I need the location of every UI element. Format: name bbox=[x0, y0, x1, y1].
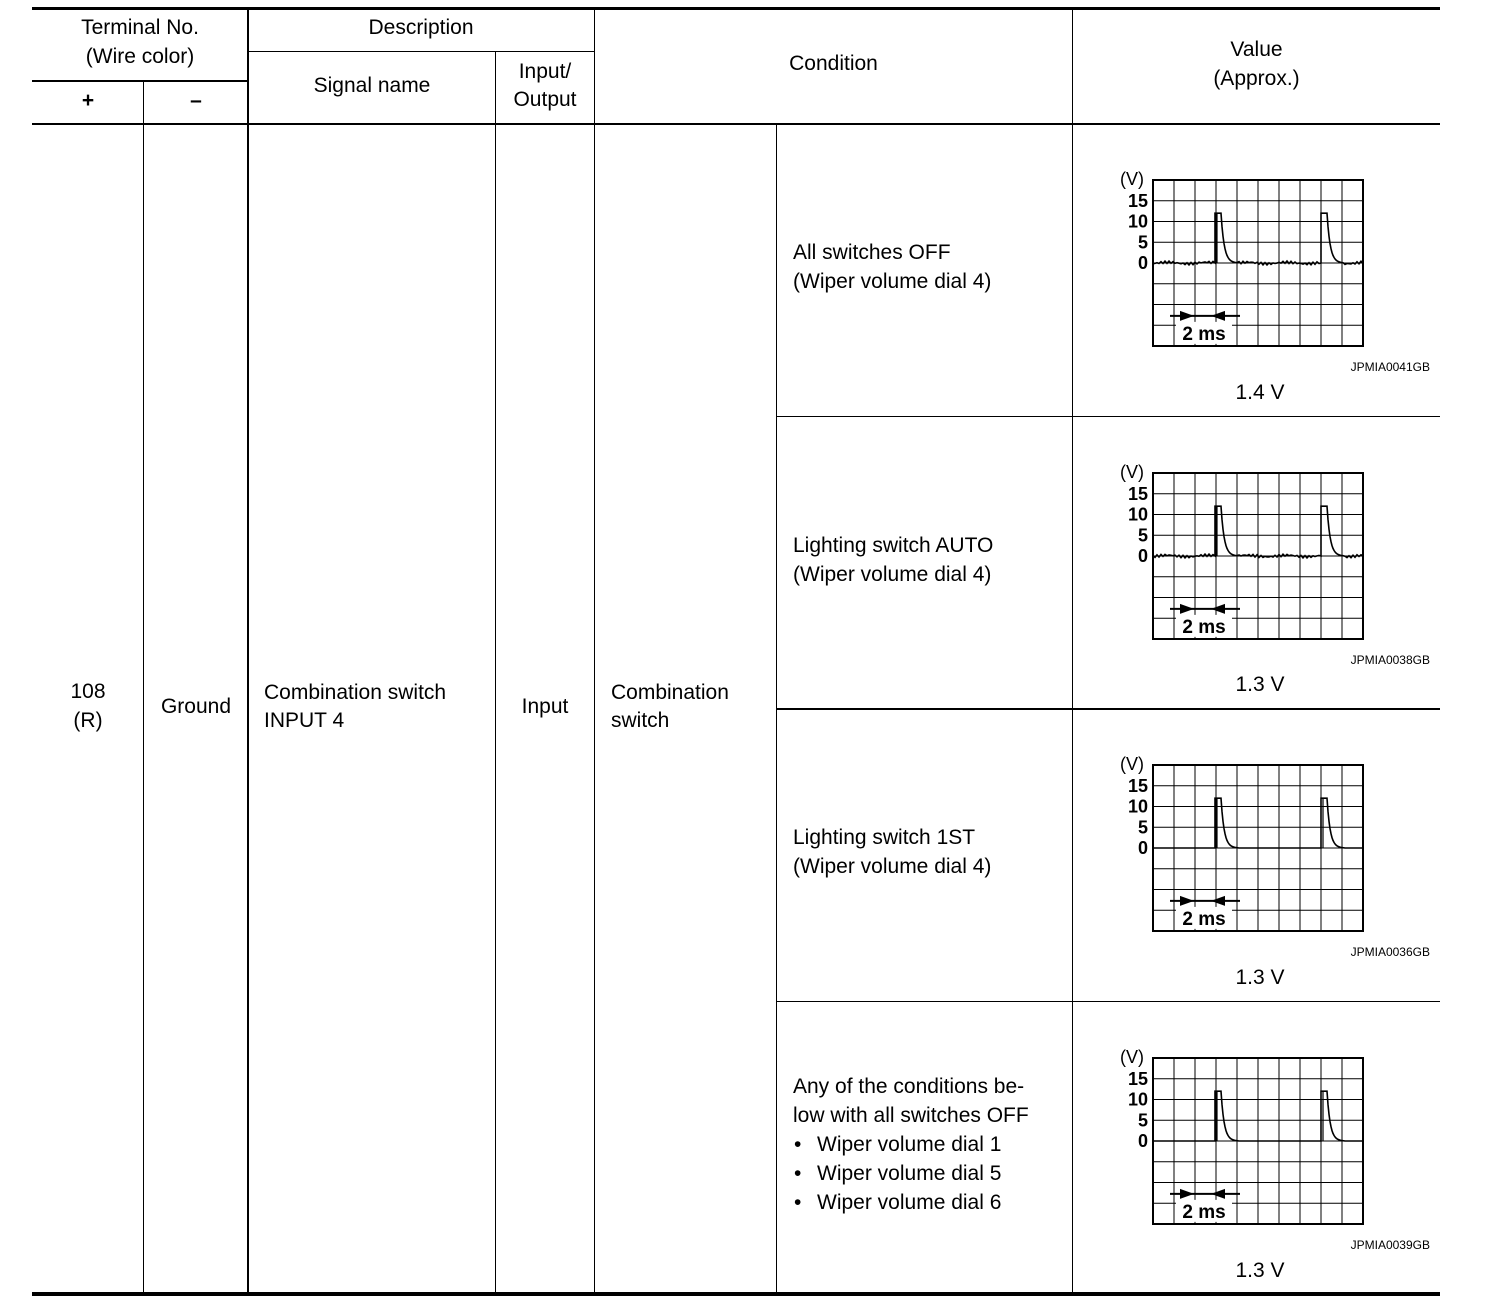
condition-text-3 bbox=[793, 823, 1068, 881]
y-tick-label: 15 bbox=[1127, 483, 1148, 504]
header-terminal: Terminal No. bbox=[81, 16, 199, 39]
condition-3-line1: Lighting switch 1ST bbox=[793, 826, 976, 849]
col-divider-condition-inner bbox=[776, 125, 777, 1292]
y-tick-label: 15 bbox=[1127, 775, 1148, 796]
condition-1-line2: (Wiper volume dial 4) bbox=[793, 270, 992, 293]
condition-main-line2: switch bbox=[611, 709, 670, 732]
figure-code: JPMIA0036GB bbox=[1350, 945, 1430, 959]
time-scale-label: 2 ms bbox=[1182, 323, 1226, 345]
y-tick-label: 5 bbox=[1137, 817, 1148, 838]
y-axis-unit: (V) bbox=[1120, 462, 1144, 482]
waveform-chart bbox=[1118, 165, 1368, 365]
y-tick-label: 15 bbox=[1127, 1068, 1148, 1089]
condition-4-bullet-list bbox=[793, 1130, 1068, 1217]
approx-value: 1.3 V bbox=[1235, 966, 1285, 989]
col-divider-condition-value bbox=[1072, 10, 1073, 1292]
condition-3-line2: (Wiper volume dial 4) bbox=[793, 855, 992, 878]
waveform-chart bbox=[1118, 1043, 1368, 1243]
header-plus: + bbox=[81, 89, 95, 112]
condition-text-2 bbox=[793, 531, 1068, 589]
y-tick-label: 15 bbox=[1127, 190, 1148, 211]
y-tick-label: 10 bbox=[1127, 211, 1148, 232]
condition-4-line1: Any of the conditions be- bbox=[793, 1075, 1025, 1098]
condition-1-line1: All switches OFF bbox=[793, 241, 951, 264]
waveform-trace bbox=[1217, 1091, 1323, 1141]
condition-4-bullet: • Wiper volume dial 5 bbox=[793, 1159, 1068, 1188]
y-tick-label: 0 bbox=[1137, 546, 1148, 566]
time-scale-label: 2 ms bbox=[1182, 616, 1226, 638]
y-tick-label: 0 bbox=[1137, 1131, 1148, 1151]
condition-row-divider-3 bbox=[777, 1001, 1440, 1002]
y-tick-label: 0 bbox=[1137, 253, 1148, 273]
figure-code: JPMIA0039GB bbox=[1350, 1238, 1430, 1252]
y-tick-label: 5 bbox=[1137, 525, 1148, 546]
waveform-trace bbox=[1217, 798, 1323, 848]
terminal-plus-number: 108 bbox=[70, 680, 106, 703]
time-scale-arrow bbox=[1180, 896, 1194, 906]
col-divider-terminal-description bbox=[247, 10, 249, 1292]
time-scale-arrow bbox=[1211, 311, 1225, 321]
header-wire-color: (Wire color) bbox=[85, 45, 195, 68]
y-axis-unit: (V) bbox=[1120, 1047, 1144, 1067]
header-signal-name: Signal name bbox=[313, 74, 431, 97]
condition-main-line1: Combination bbox=[611, 681, 729, 704]
time-scale-arrow bbox=[1180, 1189, 1194, 1199]
figure-code: JPMIA0038GB bbox=[1350, 653, 1430, 667]
y-tick-label: 10 bbox=[1127, 504, 1148, 525]
y-tick-label: 5 bbox=[1137, 232, 1148, 253]
terminal-minus-ground: Ground bbox=[160, 695, 232, 718]
time-scale-arrow bbox=[1211, 604, 1225, 614]
header-io-line2: Output bbox=[513, 88, 577, 111]
condition-2-line1: Lighting switch AUTO bbox=[793, 534, 994, 557]
header-io-line1: Input/ bbox=[518, 60, 572, 83]
condition-4-bullet: • Wiper volume dial 1 bbox=[793, 1130, 1068, 1159]
y-tick-label: 0 bbox=[1137, 838, 1148, 858]
time-scale-arrow bbox=[1180, 311, 1194, 321]
header-minus: – bbox=[190, 89, 202, 112]
time-scale-label: 2 ms bbox=[1182, 908, 1226, 930]
y-tick-label: 10 bbox=[1127, 1089, 1148, 1110]
condition-text-1 bbox=[793, 238, 1068, 296]
y-axis-unit: (V) bbox=[1120, 754, 1144, 774]
figure-code: JPMIA0041GB bbox=[1350, 360, 1430, 374]
condition-4-bullet: • Wiper volume dial 6 bbox=[793, 1188, 1068, 1217]
approx-value: 1.3 V bbox=[1235, 1259, 1285, 1282]
condition-row-divider-2 bbox=[777, 708, 1440, 710]
table-top-border bbox=[32, 7, 1440, 10]
waveform-chart bbox=[1118, 458, 1368, 658]
signal-name-line2: INPUT 4 bbox=[264, 709, 345, 732]
header-value-line2: (Approx.) bbox=[1213, 67, 1300, 90]
header-description: Description bbox=[368, 16, 474, 39]
terminal-header-divider bbox=[32, 80, 248, 82]
col-divider-signal-io bbox=[495, 52, 496, 1292]
condition-text-4 bbox=[793, 1072, 1068, 1217]
approx-value: 1.3 V bbox=[1235, 673, 1285, 696]
io-value: Input bbox=[521, 695, 569, 718]
col-divider-description-condition bbox=[594, 10, 595, 1292]
header-value-line1: Value bbox=[1230, 38, 1283, 61]
condition-2-line2: (Wiper volume dial 4) bbox=[793, 563, 992, 586]
time-scale-arrow bbox=[1211, 1189, 1225, 1199]
header-divider bbox=[32, 123, 1440, 125]
terminal-wire-color: (R) bbox=[73, 709, 103, 732]
signal-name-line1: Combination switch bbox=[264, 681, 447, 704]
header-condition: Condition bbox=[789, 52, 878, 75]
time-scale-arrow bbox=[1211, 896, 1225, 906]
approx-value: 1.4 V bbox=[1235, 381, 1285, 404]
condition-4-line2: low with all switches OFF bbox=[793, 1104, 1029, 1127]
time-scale-arrow bbox=[1180, 604, 1194, 614]
y-axis-unit: (V) bbox=[1120, 169, 1144, 189]
waveform-chart bbox=[1118, 750, 1368, 950]
time-scale-label: 2 ms bbox=[1182, 1201, 1226, 1223]
y-tick-label: 5 bbox=[1137, 1110, 1148, 1131]
y-tick-label: 10 bbox=[1127, 796, 1148, 817]
condition-row-divider-1 bbox=[777, 416, 1440, 417]
table-bottom-border bbox=[32, 1292, 1440, 1296]
description-header-divider bbox=[248, 51, 594, 52]
